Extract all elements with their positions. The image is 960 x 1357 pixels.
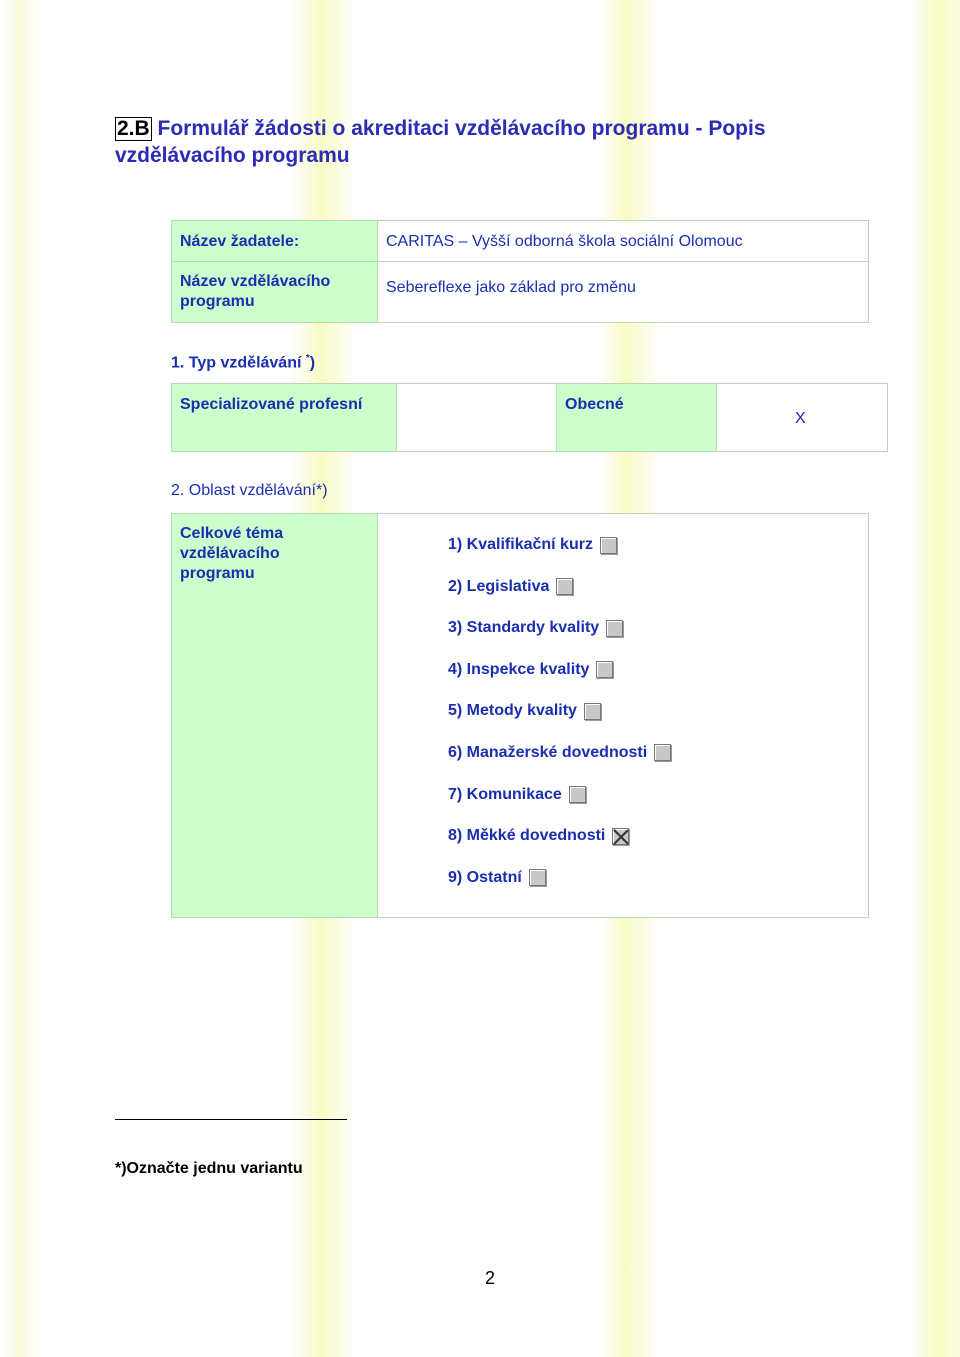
- title-text: Formulář žádosti o akreditaci vzdělávacího programu - Popis vzdělávacího programu: [115, 117, 766, 167]
- applicant-name-value: CARITAS – Vyšší odborná škola sociální Olomouc: [386, 233, 743, 250]
- topic-options-cell: [377, 513, 869, 918]
- topic-option: [448, 617, 671, 639]
- checkbox-icon[interactable]: [654, 744, 671, 761]
- checkbox-icon[interactable]: [569, 786, 586, 803]
- footnote-separator: [115, 1119, 347, 1120]
- type-specialized-mark-cell[interactable]: [396, 383, 557, 452]
- topic-option-label: 7) Komunikace: [448, 785, 562, 803]
- checkbox-icon[interactable]: [606, 620, 623, 637]
- section1-heading: [171, 353, 315, 372]
- checkbox-icon[interactable]: [529, 869, 546, 886]
- section2-heading: 2. Oblast vzdělávání*): [171, 482, 328, 499]
- program-name-value-cell: [377, 261, 869, 323]
- type-specialized-label: Specializované profesní: [180, 396, 363, 413]
- applicant-name-label-cell: [171, 220, 378, 262]
- applicant-name-value-cell: [377, 220, 869, 262]
- topic-label-cell: [171, 513, 378, 918]
- topic-option: [448, 784, 671, 806]
- topic-option: [448, 825, 671, 847]
- checked-checkbox-icon[interactable]: [612, 828, 629, 845]
- type-general-mark: X: [795, 410, 806, 427]
- topic-option-label: 4) Inspekce kvality: [448, 660, 590, 678]
- type-general-label: Obecné: [565, 396, 624, 413]
- checkbox-icon[interactable]: [596, 661, 613, 678]
- type-specialized-label-cell: [171, 383, 397, 452]
- topic-option-label: 5) Metody kvality: [448, 702, 577, 720]
- checkbox-icon[interactable]: [600, 537, 617, 554]
- section1-heading-end: ): [309, 354, 316, 372]
- topic-option: [448, 742, 671, 764]
- topic-option-label: 6) Manažerské dovednosti: [448, 743, 648, 761]
- topic-option: [448, 867, 671, 889]
- topic-option: [448, 700, 671, 722]
- form-number: 2.B: [117, 117, 150, 140]
- program-name-value: Sebereflexe jako základ pro změnu: [386, 279, 636, 296]
- topic-option-label: 1) Kvalifikační kurz: [448, 536, 593, 553]
- topic-option-label: 3) Standardy kvality: [448, 619, 600, 637]
- topic-option: [448, 576, 671, 598]
- program-name-label-cell: [171, 261, 378, 323]
- type-general-label-cell: [556, 383, 717, 452]
- section1-footnote-mark: *: [305, 353, 310, 364]
- section1-heading-text: 1. Typ vzdělávání: [171, 354, 306, 372]
- type-general-mark-cell[interactable]: [716, 383, 888, 452]
- applicant-name-label: Název žadatele:: [180, 233, 300, 250]
- footnote: *)Označte jednu variantu: [115, 1160, 303, 1177]
- document-title: [115, 115, 855, 169]
- topic-option: [448, 659, 671, 681]
- page-number: 2: [485, 1268, 496, 1288]
- topic-options-list: [448, 534, 671, 889]
- topic-label: Celkové téma vzdělávacího programu: [180, 525, 284, 582]
- topic-option: [448, 534, 671, 556]
- topic-option-label: 9) Ostatní: [448, 868, 522, 886]
- checkbox-icon[interactable]: [584, 703, 601, 720]
- program-name-label: Název vzdělávacího programu: [180, 273, 331, 310]
- checkbox-icon[interactable]: [556, 578, 573, 595]
- topic-option-label: 2) Legislativa: [448, 577, 550, 595]
- topic-option-label: 8) Měkké dovednosti: [448, 827, 606, 845]
